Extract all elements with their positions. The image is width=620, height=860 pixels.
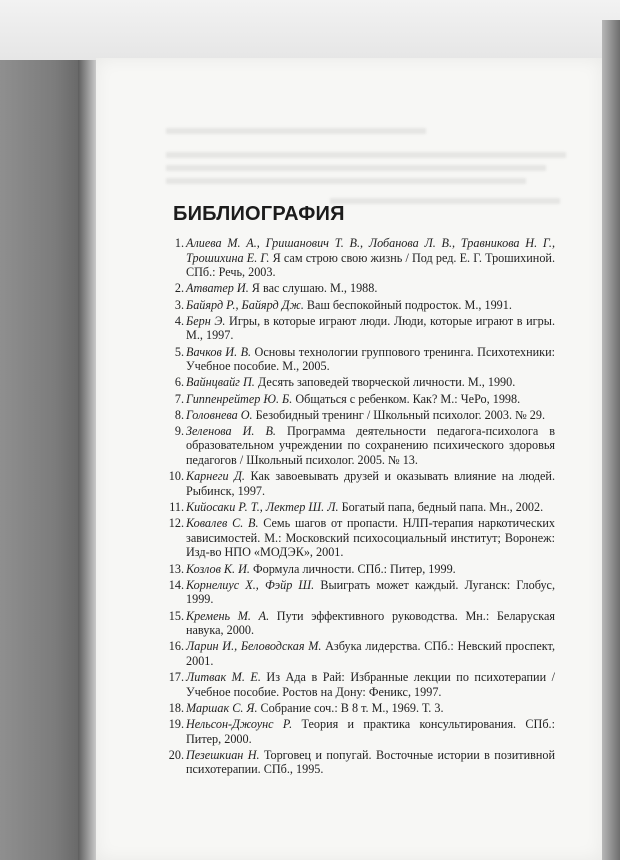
entry-text: Собрание соч.: В 8 т. М., 1969. Т. 3. [257,700,444,715]
entry-text: Выиграть может каждый. Луганск: Глобус, 1999. [186,577,555,607]
entry-author: Гиппенрейтер Ю. Б. [186,391,293,406]
entry-author: Пезешкиан Н. [186,747,260,762]
entry-author: Карнеги Д. [186,469,245,484]
entry-author: Байярд Р., Байярд Дж. [186,297,304,312]
entry-text: Игры, в которые играют люди. Люди, которые играют в игры. М., 1997. [186,313,556,343]
bibliography-list [168,236,556,779]
entry-text: Семь шагов от пропасти. НЛП-терапия наркотических зависимостей. М.: Московский психосоциальный институт; Воронеж: Изд-во НПО «МОДЭК», 2001. [186,516,555,560]
bibliography-entry [173,408,555,423]
bibliography-entry [173,375,555,390]
entry-text: Теория и практика консультирования. СПб.: Питер, 2000. [186,717,555,746]
bibliography-entry [168,608,555,638]
entry-text: Я сам строю свою жизнь / Под ред. Е. Г. Трошихиной. СПб.: Речь, 2003. [186,250,555,280]
entry-author: Атватер И. [186,281,249,296]
entry-author: Вачков И. В. [186,344,252,359]
entry-text: Десять заповедей творческой личности. М., 1990. [254,375,516,390]
bleed-through-mark [330,198,560,204]
bibliography-entry [168,700,555,716]
entry-number: 13. [168,561,184,576]
entry-number: 6. [174,375,184,390]
bleed-through-mark [166,152,566,158]
entry-author: Зеленова И. В. [186,423,276,438]
bibliography-entry [168,747,555,777]
bleed-through-mark [166,178,526,184]
entry-number: 3. [174,297,184,312]
bleed-through-mark [166,165,546,171]
entry-author: Вайнцвайг П. [186,375,255,390]
entry-author: Ларин И., Беловодская М. [186,639,322,654]
bibliography-entry [168,561,555,577]
bibliography-entry [173,392,555,407]
bibliography-entry [173,424,555,468]
entry-number: 10. [168,469,184,484]
entry-number: 14. [168,577,184,592]
bibliography-entry [173,236,555,280]
entry-number: 18. [168,700,184,715]
entry-author: Маршак С. Я. [186,700,258,715]
entry-number: 7. [174,391,184,406]
entry-author: Берн Э. [186,313,226,328]
bibliography-entry [168,516,555,560]
entry-number: 17. [168,670,184,685]
entry-number: 8. [174,407,184,422]
entry-text: Как завоевывать друзей и оказывать влияние на людей. Рыбинск, 1997. [186,469,556,498]
entry-author: Ковалев С. В. [186,516,259,531]
entry-number: 15. [168,608,184,623]
book-cover-shadow [0,60,78,860]
entry-text: Основы технологии группового тренинга. Психотехники: Учебное пособие. М., 2005. [186,344,555,374]
bibliography-entry [173,298,555,313]
entry-author: Нельсон-Джоунс Р. [186,717,293,732]
entry-text: Формула личности. СПб.: Питер, 1999. [249,561,456,576]
entry-text: Из Ада в Рай: Избранные лекции по психотерапии / Учебное пособие. Ростов на Дону: Феникс, 1997. [186,670,555,699]
entry-number: 4. [174,313,184,328]
page-gutter [78,60,96,860]
entry-number: 19. [168,717,184,732]
bibliography-entry [173,314,555,343]
scan-background [0,0,620,60]
entry-number: 20. [168,747,184,762]
entry-text: Ваш беспокойный подросток. М., 1991. [303,297,512,312]
entry-author: Головнева О. [186,407,253,422]
entry-text: Общаться с ребенком. Как? М.: ЧеРо, 1998. [292,391,521,406]
entry-number: 11. [169,500,184,515]
entry-text: Я вас слушаю. М., 1988. [248,281,378,296]
bibliography-entry [168,469,556,498]
entry-text: Торговец и попугай. Восточные истории в позитивной психотерапии. СПб., 1995. [186,747,555,777]
entry-author: Козлов К. И. [186,561,250,576]
entry-number: 9. [174,423,184,438]
page-title: БИБЛИОГРАФИЯ [173,203,345,225]
entry-number: 1. [174,236,184,250]
bibliography-entry [173,345,555,374]
bibliography-entry [168,717,555,746]
bibliography-entry [173,281,555,296]
entry-text: Азбука лидерства. СПб.: Невский проспект, 2001. [186,639,555,668]
entry-number: 5. [174,344,184,359]
entry-number: 2. [174,281,184,296]
entry-number: 12. [168,516,184,531]
bibliography-entry [168,577,555,607]
bibliography-entry [168,639,555,668]
entry-author: Литвак М. Е. [186,670,261,685]
entry-author: Корнелиус Х., Фэйр Ш. [186,577,315,592]
entry-author: Кремень М. А. [186,608,270,623]
entry-text: Безобидный тренинг / Школьный психолог. 2003. № 29. [252,407,545,422]
entry-author: Кийосаки Р. Т., Лектер Ш. Л. [186,500,339,515]
bibliography-entry [169,500,555,515]
scan-right-edge [602,20,620,860]
bibliography-entry [168,670,555,699]
entry-text: Пути эффективного руководства. Мн.: Беларуская навука, 2000. [186,608,555,638]
entry-text: Программа деятельности педагога-психолога в образовательном учреждении по сохранению психического здоровья педагогов / Школьный психолог. 2005. № 13. [186,423,555,468]
entry-author: Алиева М. А., Гришанович Т. В., Лобанова Л. В., Травникова Н. Г., Трошихина Е. Г. [186,236,555,265]
entry-text: Богатый папа, бедный папа. Мн., 2002. [338,500,544,515]
bleed-through-mark [166,128,426,134]
entry-number: 16. [168,639,184,654]
